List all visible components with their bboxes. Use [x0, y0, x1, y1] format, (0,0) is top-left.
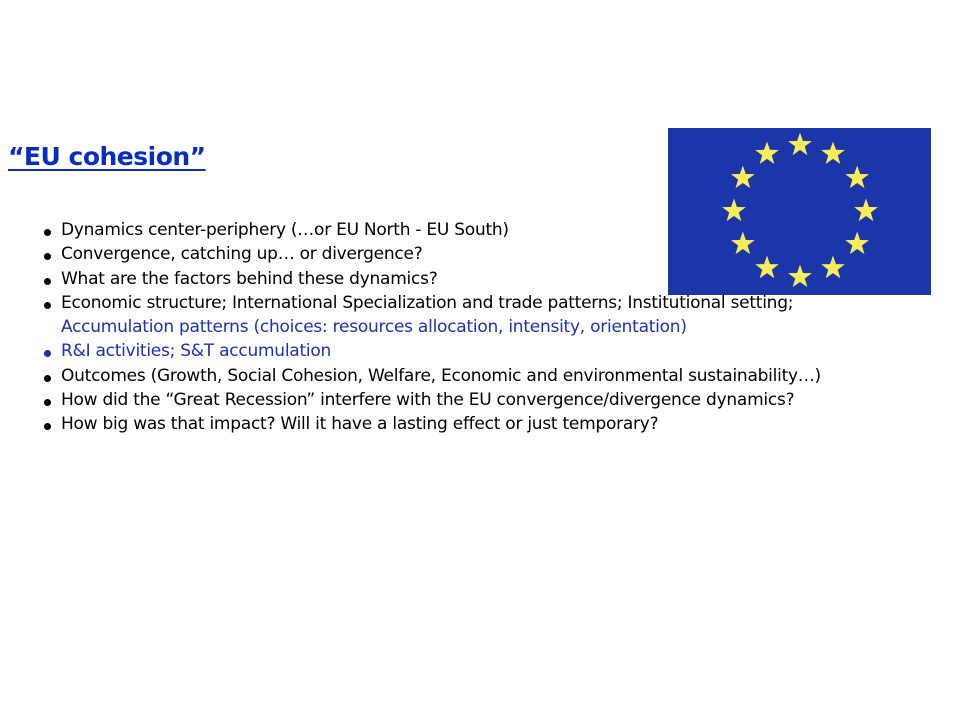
- bullet-dot-icon: [44, 350, 51, 357]
- bullet-item: [42, 242, 821, 266]
- bullet-text: Convergence, catching up… or divergence?: [61, 244, 423, 265]
- bullet-text: How did the “Great Recession” interfere with the EU convergence/divergence dynamics?: [61, 390, 795, 411]
- slide-title: “EU cohesion”: [8, 142, 206, 171]
- bullet-text: Dynamics center-periphery (…or EU North - EU South): [61, 220, 509, 240]
- bullet-text: R&I activities; S&T accumulation: [61, 341, 332, 362]
- bullet-dot-icon: [44, 253, 51, 260]
- bullet-dot-icon: [44, 423, 51, 430]
- bullet-list: [42, 218, 821, 437]
- bullet-text: Economic structure; International Specialization and trade patterns; Institutional setting;: [61, 292, 794, 313]
- bullet-dot-icon: [44, 399, 51, 406]
- bullet-item: [42, 364, 821, 388]
- bullet-item: [42, 218, 821, 242]
- bullet-dot-icon: [44, 229, 51, 236]
- bullet-dot-icon: [44, 278, 51, 285]
- bullet-text: What are the factors behind these dynamics?: [61, 268, 438, 289]
- bullet-item: [42, 412, 821, 436]
- bullet-item: [42, 339, 821, 363]
- bullet-text: Outcomes (Growth, Social Cohesion, Welfare, Economic and environmental sustainability…): [61, 365, 821, 386]
- bullet-text: How big was that impact? Will it have a lasting effect or just temporary?: [61, 414, 659, 435]
- bullet-dot-icon: [44, 375, 51, 382]
- bullet-item: [42, 267, 821, 291]
- bullet-dot-icon: [44, 302, 51, 309]
- bullet-text-continuation: Accumulation patterns (choices: resources allocation, intensity, orientation): [61, 317, 687, 338]
- bullet-item: [42, 388, 821, 412]
- bullet-item: [42, 291, 821, 340]
